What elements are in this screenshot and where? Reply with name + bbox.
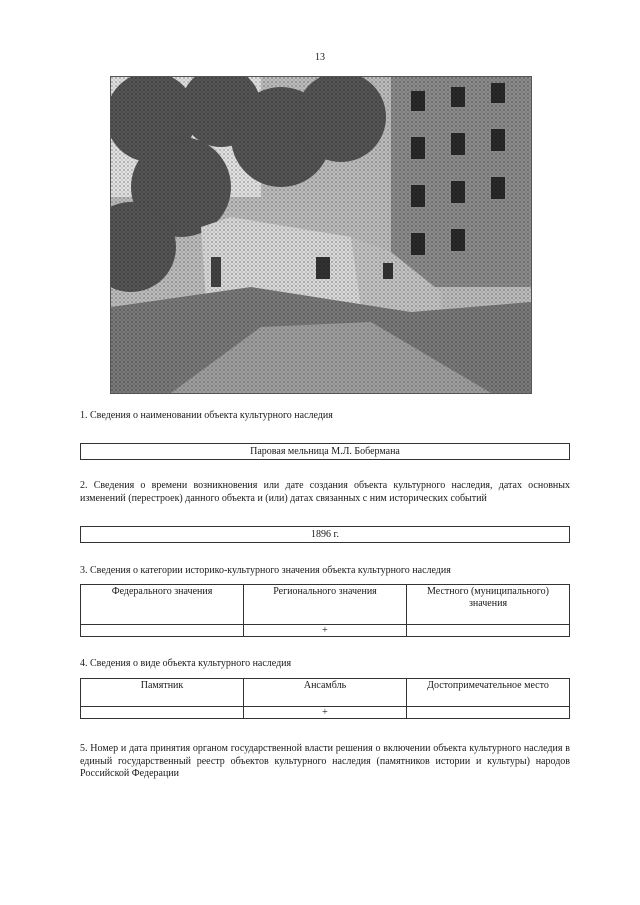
type-monument-mark	[81, 707, 244, 719]
category-regional: Регионального значения	[244, 585, 407, 625]
section-4-heading: 4. Сведения о виде объекта культурного наследия	[80, 658, 292, 669]
type-table	[80, 678, 570, 719]
type-ensemble-mark: +	[244, 707, 407, 719]
page-number: 13	[315, 52, 325, 63]
object-name-box: Паровая мельница М.Л. Бобермана	[80, 443, 570, 460]
category-local: Местного (муниципального) значения	[407, 585, 570, 625]
category-federal: Федерального значения	[81, 585, 244, 625]
type-monument: Памятник	[81, 679, 244, 707]
section-1-heading: 1. Сведения о наименовании объекта культурного наследия	[80, 410, 333, 421]
category-table	[80, 584, 570, 637]
section-5-heading: 5. Номер и дата принятия органом государственной власти решения о включении объекта культурного наследия в единый государственный реестр объектов культурного наследия (памятников истории и культуры) народов Российской Федерации	[80, 743, 570, 779]
section-3-heading: 3. Сведения о категории историко-культурного значения объекта культурного наследия	[80, 565, 451, 576]
date-box: 1896 г.	[80, 526, 570, 543]
building-photo	[110, 76, 532, 394]
category-regional-mark: +	[244, 625, 407, 637]
category-local-mark	[407, 625, 570, 637]
type-ensemble: Ансамбль	[244, 679, 407, 707]
type-landmark: Достопримечательное место	[407, 679, 570, 707]
type-landmark-mark	[407, 707, 570, 719]
section-2-heading: 2. Сведения о времени возникновения или дате создания объекта культурного наследия, датах основных изменений (перестроек) данного объекта и (или) датах связанных с ним исторических событий	[80, 480, 570, 504]
category-federal-mark	[81, 625, 244, 637]
